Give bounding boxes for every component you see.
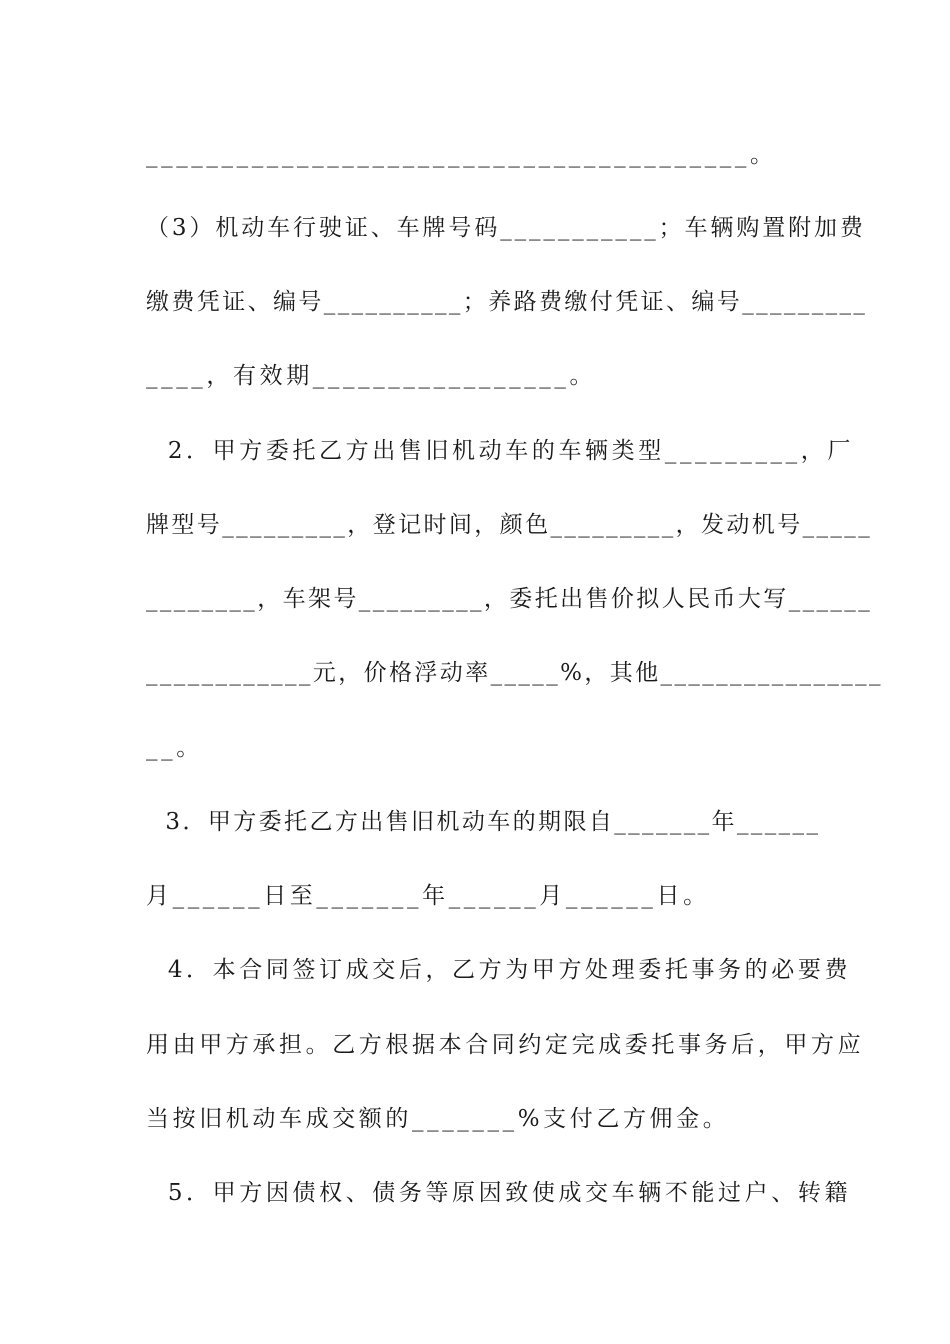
text-line-12: 4．本合同签订成交后，乙方为甲方处理委托事务的必要费 (146, 957, 852, 983)
text-line-15: 5．甲方因债权、债务等原因致使成交车辆不能过户、转籍 (146, 1180, 852, 1206)
text-line-8: ____________元，价格浮动率_____%，其他________________ (146, 660, 883, 686)
text-line-14: 当按旧机动车成交额的_______%支付乙方佣金。 (146, 1106, 730, 1132)
text-line-4: ____，有效期_________________。 (146, 363, 597, 389)
text-line-7: ________，车架号_________，委托出售价拟人民币大写______ (146, 586, 873, 612)
text-line-6: 牌型号_________，登记时间，颜色_________，发动机号_____ (146, 512, 873, 538)
text-line-2: （3）机动车行驶证、车牌号码___________；车辆购置附加费 (146, 215, 866, 241)
text-line-9: __。 (146, 735, 203, 761)
text-line-10: 3．甲方委托乙方出售旧机动车的期限自_______年______ (146, 809, 821, 835)
text-line-11: 月______日至_______年______月______日。 (146, 883, 710, 909)
text-line-5: 2．甲方委托乙方出售旧机动车的车辆类型_________，厂 (146, 438, 854, 464)
text-line-1: ________________________________________。 (146, 142, 777, 168)
text-line-13: 用由甲方承担。乙方根据本合同约定完成委托事务后，甲方应 (146, 1032, 865, 1058)
text-line-3: 缴费凭证、编号__________；养路费缴付凭证、编号_________ (146, 289, 868, 315)
